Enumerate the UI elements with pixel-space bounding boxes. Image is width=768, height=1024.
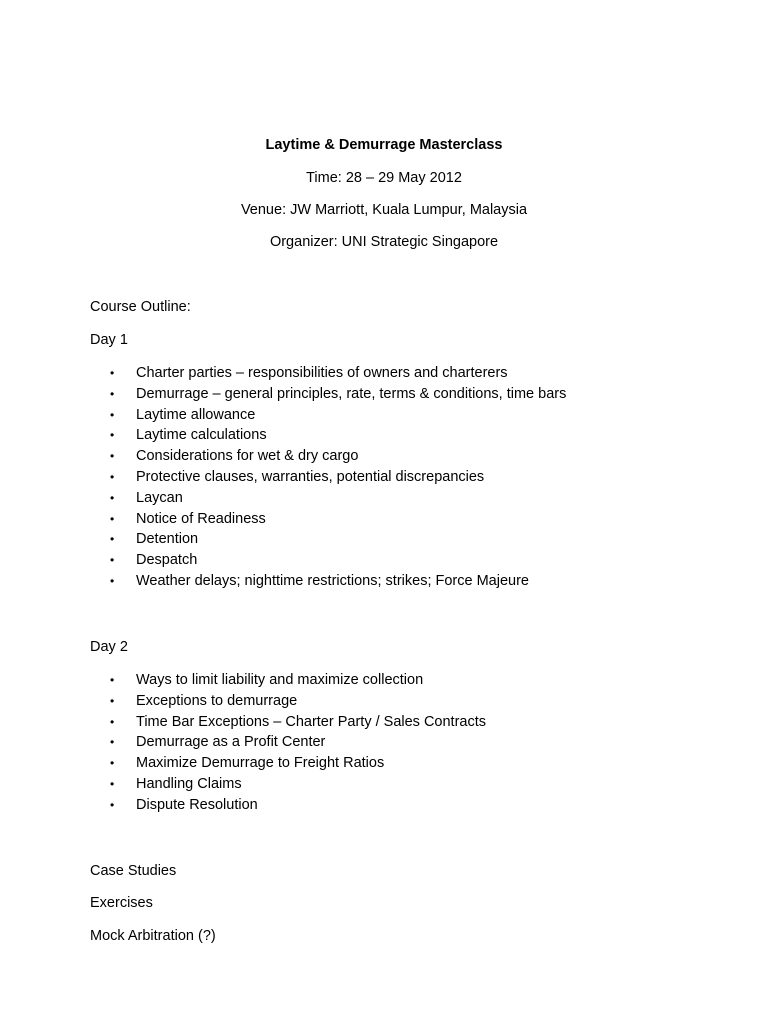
list-item [0,754,768,775]
bullet-icon: • [110,573,115,588]
list-item-text: Exceptions to demurrage [136,692,298,709]
list-item-text: Weather delays; nighttime restrictions; strikes; Force Majeure [136,572,529,589]
list-item-text: Charter parties – responsibilities of owners and charterers [136,365,508,381]
event-time: Time: 28 – 29 May 2012 [306,170,462,186]
list-item [0,447,768,468]
bullet-icon: • [110,776,115,791]
bullet-icon: • [110,735,115,750]
bullet-icon: • [110,428,115,443]
list-item [0,796,768,817]
list-item-text: Despatch [136,552,198,569]
bullet-icon: • [110,366,115,380]
list-item [0,385,768,406]
case-studies-label: Case Studies [90,863,177,879]
list-item [0,713,768,734]
list-item [0,733,768,754]
bullet-icon: • [110,714,115,729]
list-item [0,671,768,692]
bullet-icon: • [110,469,115,484]
exercises-label: Exercises [90,895,153,911]
list-item-text: Protective clauses, warranties, potential discrepancies [136,468,485,485]
list-item-text: Maximize Demurrage to Freight Ratios [136,755,385,772]
bullet-icon: • [110,797,115,812]
day1-heading: Day 1 [90,332,128,348]
list-item [0,489,768,510]
mock-arbitration-label: Mock Arbitration (?) [90,928,216,944]
bullet-icon: • [110,532,115,547]
list-item-text: Laycan [136,489,183,506]
event-organizer: Organizer: UNI Strategic Singapore [269,234,499,250]
list-item [0,406,768,427]
list-item [0,510,768,531]
list-item-text: Handling Claims [136,775,242,792]
list-item-text: Notice of Readiness [136,510,266,527]
list-item [0,364,768,385]
day2-topic-list [0,671,768,817]
list-item [0,468,768,489]
list-item-text: Detention [136,531,199,548]
list-item [0,692,768,713]
list-item [0,551,768,572]
bullet-icon: • [110,449,115,464]
bullet-icon: • [110,693,115,708]
list-item [0,530,768,551]
list-item-text: Considerations for wet & dry cargo [136,448,359,465]
list-item-text: Time Bar Exceptions – Charter Party / Sales Contracts [136,713,487,730]
bullet-icon: • [110,490,115,505]
course-outline-heading: Course Outline: [90,299,191,315]
list-item-text: Laytime calculations [136,427,267,444]
bullet-icon: • [110,553,115,568]
document-title: Laytime & Demurrage Masterclass [265,137,503,153]
day1-topic-list [0,364,768,593]
list-item-text: Laytime allowance [136,406,256,423]
list-item-text: Dispute Resolution [136,796,258,813]
list-item [0,426,768,447]
bullet-icon: • [110,511,115,526]
list-item [0,775,768,796]
bullet-icon: • [110,386,115,401]
list-item-text: Ways to limit liability and maximize collection [136,672,424,688]
list-item-text: Demurrage – general principles, rate, terms & conditions, time bars [136,385,567,402]
event-venue: Venue: JW Marriott, Kuala Lumpur, Malaysia [240,202,528,218]
bullet-icon: • [110,673,115,687]
day2-heading: Day 2 [90,639,128,655]
list-item-text: Demurrage as a Profit Center [136,734,326,751]
list-item [0,572,768,593]
bullet-icon: • [110,407,115,422]
bullet-icon: • [110,756,115,771]
